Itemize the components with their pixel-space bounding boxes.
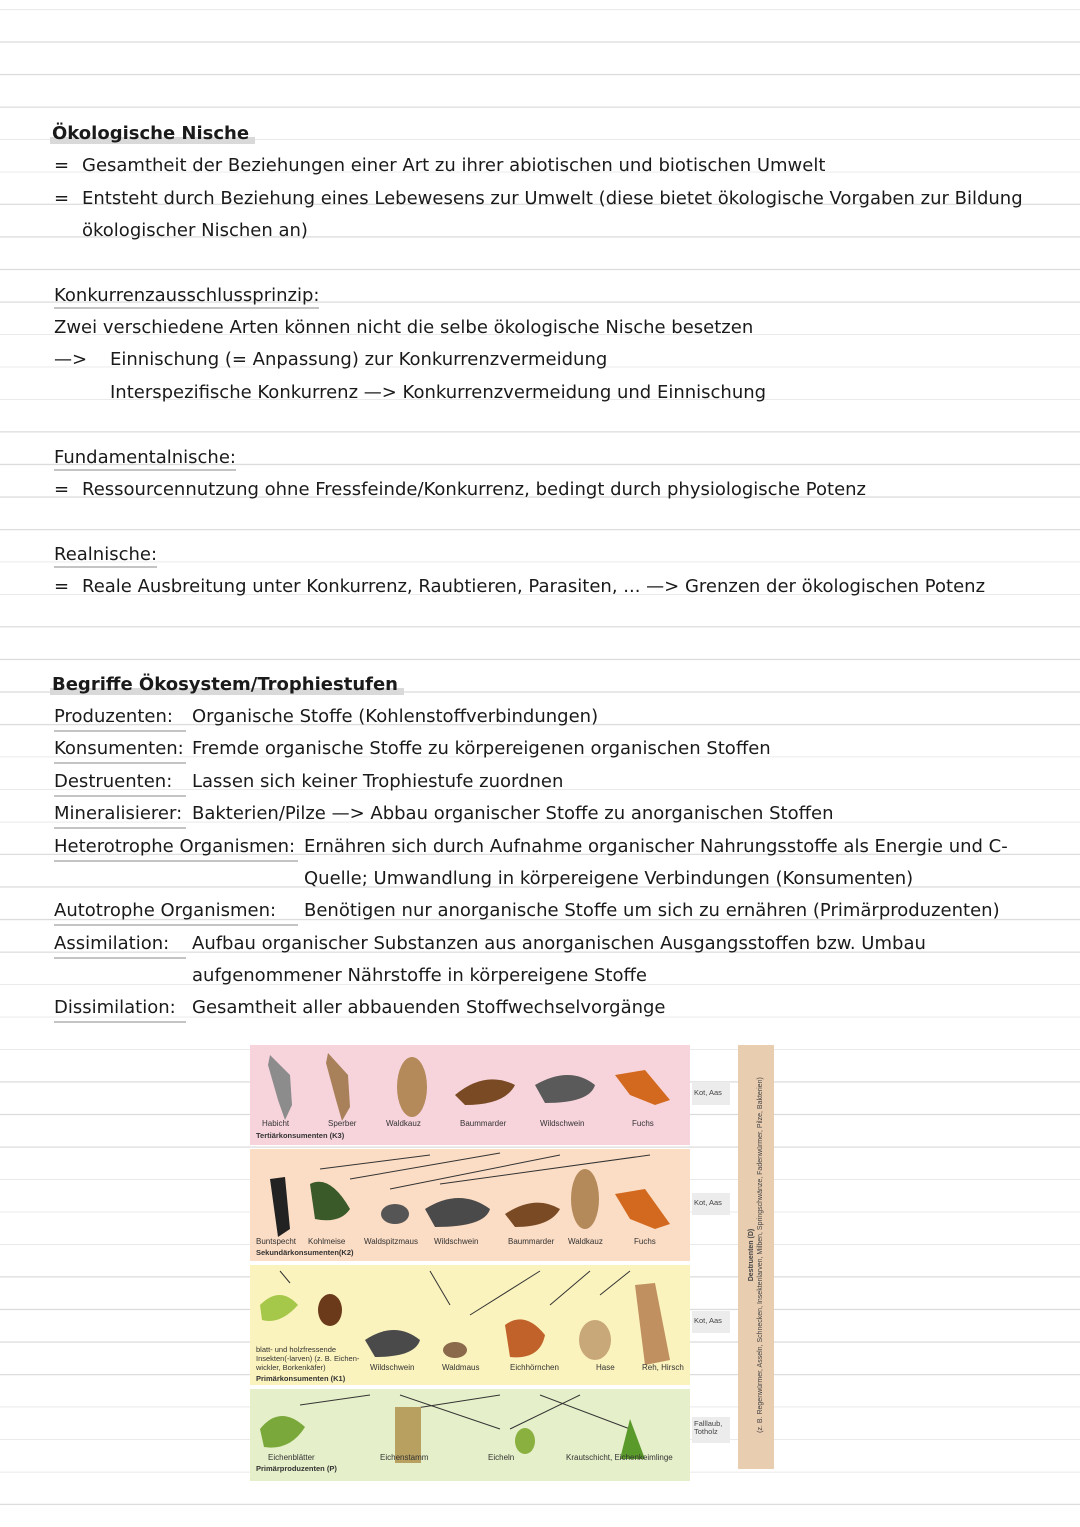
term-row: Destruenten: Lassen sich keiner Trophiestufe zuordnen <box>54 770 563 797</box>
term-row: Autotrophe Organismen: Benötigen nur anorganische Stoffe um sich zu ernähren (Primärproduzenten) <box>54 899 1000 926</box>
eichhoernchen-shape <box>505 1319 545 1357</box>
buntspecht-shape <box>270 1177 290 1237</box>
label-eicheln: Eicheln <box>488 1453 515 1462</box>
wildschwein-shape <box>425 1198 490 1227</box>
term-row: Mineralisierer: Bakterien/Pilze —> Abbau organischer Stoffe zu anorganischen Stoffen <box>54 802 834 829</box>
label-waldmaus: Waldmaus <box>442 1363 480 1372</box>
destruenten-column <box>738 1045 774 1469</box>
kohlmeise-shape <box>310 1182 350 1220</box>
wildschwein-shape <box>535 1075 595 1103</box>
term-row: Konsumenten: Fremde organische Stoffe zu körpereigenen organischen Stoffen <box>54 737 771 764</box>
arrow-line: —> Einnischung (= Anpassung) zur Konkurrenzvermeidung <box>54 349 608 370</box>
bullet-line: = Entsteht durch Beziehung eines Lebewesens zur Umwelt (diese bietet ökologische Vorgaben zur Bildung <box>54 188 1023 209</box>
term-row-continuation: Quelle; Umwandlung in körpereigene Verbindungen (Konsumenten) <box>304 868 914 889</box>
label-reh-hirsch: Reh, Hirsch <box>642 1363 684 1372</box>
borkenkaefer-shape <box>318 1294 342 1326</box>
label-insekten: blatt- und holzfressende Insekten(-larven) (z. B. Eichen-wickler, Borkenkäfer) <box>256 1345 360 1372</box>
baummarder-shape <box>505 1203 560 1227</box>
label-krautschicht: Krautschicht, Eichenkeimlinge <box>566 1453 673 1462</box>
heading-fundamentalnische: Fundamentalnische: <box>54 446 236 470</box>
term-row: Dissimilation: Gesamtheit aller abbauenden Stoffwechselvorgänge <box>54 996 666 1023</box>
band-secondary-consumers <box>250 1149 690 1261</box>
waldkauz-owl-shape <box>397 1057 427 1117</box>
bullet-line: = Ressourcennutzung ohne Fressfeinde/Konkurrenz, bedingt durch physiologische Potenz <box>54 479 866 500</box>
baummarder-shape <box>455 1079 515 1105</box>
text-line: Interspezifische Konkurrenz —> Konkurrenzvermeidung und Einnischung <box>110 382 767 403</box>
waldkauz-shape <box>571 1169 599 1229</box>
label-kohlmeise: Kohlmeise <box>308 1237 346 1246</box>
heading-realnische: Realnische: <box>54 543 157 567</box>
label-fuchs: Fuchs <box>634 1237 656 1246</box>
level-label-k2: Sekundärkonsumenten(K2) <box>256 1248 354 1257</box>
level-label-k3: Tertiärkonsumenten (K3) <box>256 1131 345 1140</box>
label-eichenstamm: Eichenstamm <box>380 1453 429 1462</box>
label-habicht: Habicht <box>262 1119 290 1128</box>
term-row-continuation: aufgenommener Nährstoffe in körpereigene Stoffe <box>192 965 647 986</box>
side-arrow-k1: Kot, Aas <box>692 1311 730 1333</box>
bullet-continuation: ökologischer Nischen an) <box>82 220 308 241</box>
side-arrow-p: Falllaub, Totholz <box>692 1417 730 1443</box>
label-baummarder: Baummarder <box>508 1237 555 1246</box>
label-waldkauz: Waldkauz <box>386 1119 421 1128</box>
text-line: Zwei verschiedene Arten können nicht die selbe ökologische Nische besetzen <box>54 317 754 338</box>
fuchs-shape <box>615 1189 670 1229</box>
label-waldspitzmaus: Waldspitzmaus <box>364 1237 418 1246</box>
waldmaus-shape <box>443 1342 467 1358</box>
eicheln-shape <box>515 1428 535 1454</box>
label-buntspecht: Buntspecht <box>256 1237 297 1246</box>
reh-hirsch-shape <box>635 1283 670 1365</box>
destruenten-text: Destruenten (D) (z. B. Regenwürmer, Asseln, Schnecken, Insektenlarven, Milben, Springschwänze, Fadenwürmer, Pilze, Bakterien) <box>748 1077 764 1433</box>
habicht-bird-shape <box>268 1055 292 1120</box>
label-wildschwein: Wildschwein <box>540 1119 585 1128</box>
waldspitzmaus-shape <box>381 1204 409 1224</box>
bullet-line: = Gesamtheit der Beziehungen einer Art zu ihrer abiotischen und biotischen Umwelt <box>54 155 826 176</box>
side-arrow-k2: Kot, Aas <box>692 1193 730 1215</box>
term-row: Heterotrophe Organismen: Ernähren sich durch Aufnahme organischer Nahrungsstoffe als Energie und C- <box>54 835 1008 862</box>
label-wildschwein: Wildschwein <box>370 1363 415 1372</box>
label-sperber: Sperber <box>328 1119 357 1128</box>
hase-shape <box>579 1320 611 1360</box>
heading-konkurrenzausschlussprinzip: Konkurrenzausschlussprinzip: <box>54 284 319 308</box>
band-tertiary-consumers <box>250 1045 690 1145</box>
fuchs-shape <box>615 1070 670 1105</box>
level-label-k1: Primärkonsumenten (K1) <box>256 1374 346 1383</box>
term-row: Produzenten: Organische Stoffe (Kohlenstoffverbindungen) <box>54 705 598 732</box>
eichenblaetter-shape <box>260 1416 305 1448</box>
label-hase: Hase <box>596 1363 615 1372</box>
wildschwein-shape <box>365 1330 420 1357</box>
sperber-bird-shape <box>326 1053 350 1121</box>
label-eichenblaetter: Eichenblätter <box>268 1453 315 1462</box>
food-web-diagram <box>250 1045 780 1485</box>
side-arrow-k3: Kot, Aas <box>692 1083 730 1105</box>
bullet-line: = Reale Ausbreitung unter Konkurrenz, Raubtieren, Parasiten, ... —> Grenzen der ökologischen Potenz <box>54 576 986 597</box>
insekten-leaf-shape <box>260 1295 298 1321</box>
term-row: Assimilation: Aufbau organischer Substanzen aus anorganischen Ausgangsstoffen bzw. Umbau <box>54 932 926 959</box>
heading-oekologische-nische: Ökologische Nische <box>54 122 255 146</box>
k3-illustrations <box>250 1045 690 1145</box>
label-baummarder: Baummarder <box>460 1119 507 1128</box>
level-label-p: Primärproduzenten (P) <box>256 1464 337 1473</box>
band-primary-consumers <box>250 1265 690 1385</box>
label-wildschwein: Wildschwein <box>434 1237 479 1246</box>
label-waldkauz: Waldkauz <box>568 1237 603 1246</box>
label-eichhoernchen: Eichhörnchen <box>510 1363 559 1372</box>
heading-begriffe-oekosystem: Begriffe Ökosystem/Trophiestufen <box>54 673 404 697</box>
label-fuchs: Fuchs <box>632 1119 654 1128</box>
band-primary-producers <box>250 1389 690 1481</box>
